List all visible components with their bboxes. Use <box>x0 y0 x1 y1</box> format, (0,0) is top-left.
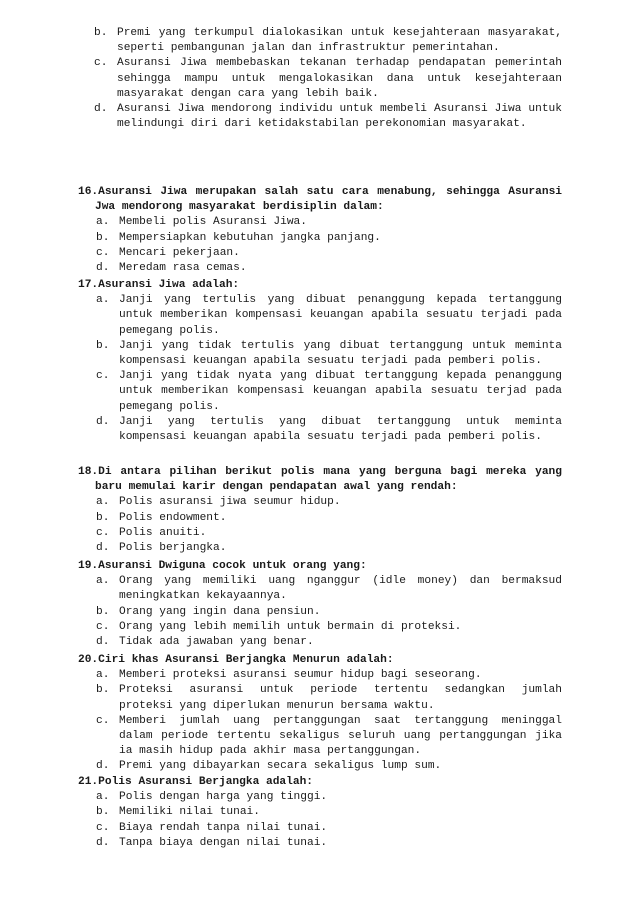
question-18 <box>78 465 562 556</box>
option-a <box>96 668 562 683</box>
option-label: c. <box>96 246 110 259</box>
option-text: Asuransi Jiwa mendorong individu untuk membeli Asuransi Jiwa untuk melindungi diri dari ketidakstabilan perekonomian masyarakat. <box>117 103 562 131</box>
option-label: b. <box>96 605 110 618</box>
option-text: Polis berjangka. <box>119 542 227 555</box>
question-number: 18. <box>78 466 99 478</box>
option-text: Mencari pekerjaan. <box>119 246 240 259</box>
question-text <box>78 653 562 668</box>
option-text: Janji yang tidak nyata yang dibuat tertanggung kepada penanggung untuk memberikan kompensasi keuangan apabila sesuatu terjad pada pemegang polis. <box>119 370 562 413</box>
option-text: Tanpa biaya dengan nilai tunai. <box>119 836 328 849</box>
option-label: a. <box>96 216 110 229</box>
question-stem: Polis Asuransi Berjangka adalah: <box>98 776 313 788</box>
option-label: b. <box>94 27 108 39</box>
option-text: Polis anuiti. <box>119 526 207 539</box>
option-label: c. <box>94 57 108 70</box>
option-text: Asuransi Jiwa membebaskan tekanan terhadap pendapatan pemerintah sehingga mampu untuk mengalokasikan dana untuk kesejahteraan masyarakat dengan cara yang lebih baik. <box>117 57 562 100</box>
option-text: Orang yang lebih memilih untuk bermain di proteksi. <box>119 620 462 633</box>
option-label: a. <box>96 294 110 307</box>
option-c <box>94 56 562 102</box>
option-d <box>96 836 562 851</box>
question-number: 17. <box>78 279 99 291</box>
option-text: Mempersiapkan kebutuhan jangka panjang. <box>119 231 381 244</box>
option-label: c. <box>96 714 110 727</box>
option-d <box>96 635 562 650</box>
option-text: Biaya rendah tanpa nilai tunai. <box>119 821 328 834</box>
option-text: Meredam rasa cemas. <box>119 262 247 275</box>
question-text <box>78 278 562 293</box>
question-21 <box>78 775 562 851</box>
option-label: a. <box>96 496 110 509</box>
option-b <box>94 26 562 56</box>
option-text: Membeli polis Asuransi Jiwa. <box>119 216 307 229</box>
option-text: Premi yang terkumpul dialokasikan untuk kesejahteraan masyarakat, seperti pembangunan jalan dan infrastruktur pemerintahan. <box>117 27 562 55</box>
option-c <box>96 620 562 635</box>
option-label: a. <box>96 575 110 588</box>
question-stem: Asuransi Jiwa merupakan salah satu cara menabung, sehingga Asuransi Jwa mendorong masyarakat berdisiplin dalam: <box>95 186 562 214</box>
option-text: Polis asuransi jiwa seumur hidup. <box>119 496 341 509</box>
option-a <box>96 790 562 805</box>
option-c <box>96 246 562 261</box>
option-text: Polis dengan harga yang tinggi. <box>119 791 328 804</box>
option-label: b. <box>96 339 110 352</box>
option-text: Janji yang tertulis yang dibuat penanggung kepada tertanggung untuk memberikan kompensasi keuangan apabila sesuatu terjadi pada pemegang polis. <box>119 294 562 337</box>
option-c <box>96 369 562 415</box>
option-label: a. <box>96 791 110 804</box>
option-label: d. <box>96 262 110 275</box>
option-a <box>96 574 562 604</box>
option-label: d. <box>96 760 110 773</box>
option-label: d. <box>96 836 110 849</box>
question-text <box>78 185 562 215</box>
option-c <box>96 821 562 836</box>
option-text: Janji yang tidak tertulis yang dibuat tertanggung untuk meminta kompensasi keuangan apabila sesuatu terjadi pada pemberi polis. <box>119 339 562 368</box>
question-stem: Ciri khas Asuransi Berjangka Menurun adalah: <box>98 654 394 666</box>
option-label: d. <box>94 103 108 116</box>
option-b <box>96 231 562 246</box>
option-label: d. <box>96 415 110 428</box>
option-label: b. <box>96 511 110 524</box>
question-number: 19. <box>78 560 99 572</box>
option-text: Memberi proteksi asuransi seumur hidup bagi seseorang. <box>119 669 482 682</box>
question-text <box>78 775 562 790</box>
option-label: d. <box>96 542 110 555</box>
option-label: b. <box>96 806 110 819</box>
option-d <box>96 759 562 774</box>
question-20 <box>78 653 562 775</box>
option-d <box>96 415 562 445</box>
option-b <box>96 805 562 820</box>
question-number: 21. <box>78 776 99 788</box>
question-19 <box>78 559 562 650</box>
option-text: Janji yang tertulis yang dibuat tertanggung untuk meminta kompensasi keuangan apabila sesuatu terjadi pada pemberi polis. <box>119 415 562 444</box>
option-text: Tidak ada jawaban yang benar. <box>119 636 314 649</box>
option-text: Proteksi asuransi untuk periode tertentu sedangkan jumlah proteksi yang diperlukan menurun bersama waktu. <box>119 684 562 712</box>
question-number: 16. <box>78 186 99 198</box>
option-d <box>94 102 562 132</box>
question-17 <box>78 278 562 445</box>
option-b <box>96 511 562 526</box>
option-d <box>96 541 562 556</box>
option-label: d. <box>96 636 110 649</box>
question-stem: Asuransi Jiwa adalah: <box>98 279 240 291</box>
option-b <box>96 683 562 713</box>
option-text: Premi yang dibayarkan secara sekaligus lump sum. <box>119 760 442 773</box>
option-label: c. <box>96 821 110 834</box>
question-stem: Di antara pilihan berikut polis mana yang berguna bagi mereka yang baru memulai karir dengan pendapatan awal yang rendah: <box>95 466 562 494</box>
option-b <box>96 339 562 369</box>
option-label: b. <box>96 231 110 244</box>
option-label: c. <box>96 526 110 539</box>
option-text: Orang yang ingin dana pensiun. <box>119 605 321 618</box>
option-b <box>96 605 562 620</box>
option-text: Memiliki nilai tunai. <box>119 806 260 819</box>
option-label: c. <box>96 370 110 383</box>
question-text <box>78 559 562 574</box>
option-d <box>96 261 562 276</box>
option-text: Memberi jumlah uang pertanggungan saat tertanggung meninggal dalam periode tertentu sekaligus seluruh uang pertanggungan jika ia masih hidup pada akhir masa pertanggungan. <box>119 714 562 758</box>
option-c <box>96 714 562 760</box>
question-16 <box>78 185 562 276</box>
option-label: a. <box>96 669 110 682</box>
option-a <box>96 495 562 510</box>
option-a <box>96 293 562 339</box>
option-label: c. <box>96 620 110 633</box>
option-label: b. <box>96 684 110 697</box>
option-text: Polis endowment. <box>119 511 227 524</box>
question-stem: Asuransi Dwiguna cocok untuk orang yang: <box>98 560 367 572</box>
carryover-options <box>94 26 562 132</box>
option-text: Orang yang memiliki uang nganggur (idle money) dan bermaksud meningkatkan kekayaannya. <box>119 575 562 603</box>
question-number: 20. <box>78 654 99 666</box>
question-text <box>78 465 562 495</box>
option-c <box>96 526 562 541</box>
option-a <box>96 215 562 230</box>
